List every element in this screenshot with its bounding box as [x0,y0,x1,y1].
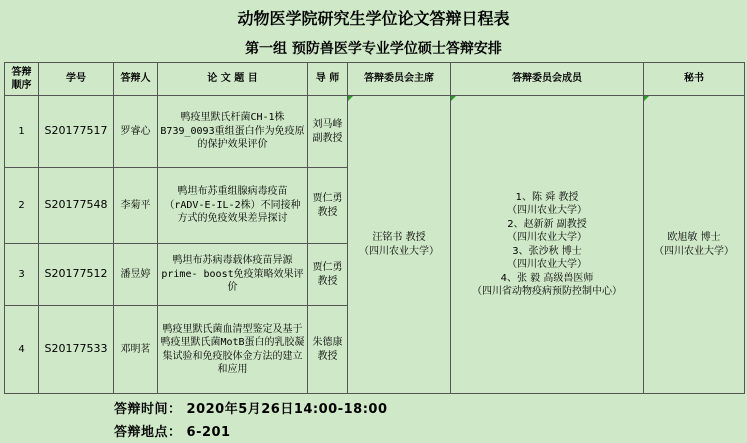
col-header-thesis-topic: 论 文 题 目 [158,63,308,96]
student-id-cell: S20177548 [39,168,114,244]
col-header-advisor: 导 师 [308,63,348,96]
member-line: 3、张沙秋 博士 [512,245,582,257]
defense-time: 答辩时间： 2020年5月26日14:00-18:00 [114,402,388,417]
defense-place: 答辩地点： 6-201 [114,425,231,440]
student-id-cell: S20177512 [39,244,114,306]
advisor-cell: 刘马峰副教授 [308,96,348,168]
table-row [5,96,745,168]
thesis-topic-cell: 鸭疫里默氏菌血清型鉴定及基于鸭疫里默氏菌MotB蛋白的乳胶凝集试验和免疫胶体金方法的建立和应用 [158,306,308,394]
defender-cell: 潘昱婷 [114,244,158,306]
chair-cell [348,96,451,394]
order-cell: 2 [5,168,39,244]
defender-cell: 李菊平 [114,168,158,244]
secretary-affiliation: （四川农业大学） [654,245,734,257]
secretary-cell [644,96,745,394]
member-line: 4、张 毅 高级兽医师 [500,272,594,284]
thesis-topic-cell: 鸭疫里默氏杆菌CH-1株B739_0093重组蛋白作为免疫原的保护效果评价 [158,96,308,168]
thesis-topic-cell: 鸭坦布苏重组腺病毒疫苗（rADV-E-IL-2株）不同接种方式的免疫效果差异探讨 [158,168,308,244]
col-header-chair: 答辩委员会主席 [348,63,451,96]
secretary-name: 欧旭敏 博士 [667,232,721,243]
order-cell: 4 [5,306,39,394]
order-cell: 1 [5,96,39,168]
chair-name: 汪铭书 教授 [372,232,426,243]
col-header-secretary: 秘书 [644,63,745,96]
defender-cell: 邓明茗 [114,306,158,394]
member-line: （四川农业大学） [507,232,587,243]
page-subtitle: 第一组 预防兽医学专业学位硕士答辩安排 [245,41,502,57]
advisor-cell: 朱德康教授 [308,306,348,394]
header-row [5,63,745,96]
schedule-table [4,62,745,394]
col-header-members: 答辩委员会成员 [451,63,644,96]
page-title: 动物医学院研究生学位论文答辩日程表 [237,9,510,28]
col-header-student-id: 学号 [39,63,114,96]
col-header-defender: 答辩人 [114,63,158,96]
advisor-cell: 贾仁勇教授 [308,244,348,306]
member-line: 2、赵新新 副教授 [507,218,587,230]
defender-cell: 罗睿心 [114,96,158,168]
order-cell: 3 [5,244,39,306]
student-id-cell: S20177517 [39,96,114,168]
chair-affiliation: （四川农业大学） [359,245,439,257]
col-header-order: 答辩顺序 [5,63,39,96]
member-line: （四川农业大学） [507,259,587,270]
student-id-cell: S20177533 [39,306,114,394]
member-line: （四川省动物疫病预防控制中心） [472,286,622,297]
members-cell [451,96,644,394]
member-line: 1、陈 舜 教授 [515,191,579,203]
member-line: （四川农业大学） [507,205,587,216]
advisor-cell: 贾仁勇教授 [308,168,348,244]
thesis-topic-cell: 鸭坦布苏病毒载体疫苗异源prime- boost免疫策略效果评价 [158,244,308,306]
